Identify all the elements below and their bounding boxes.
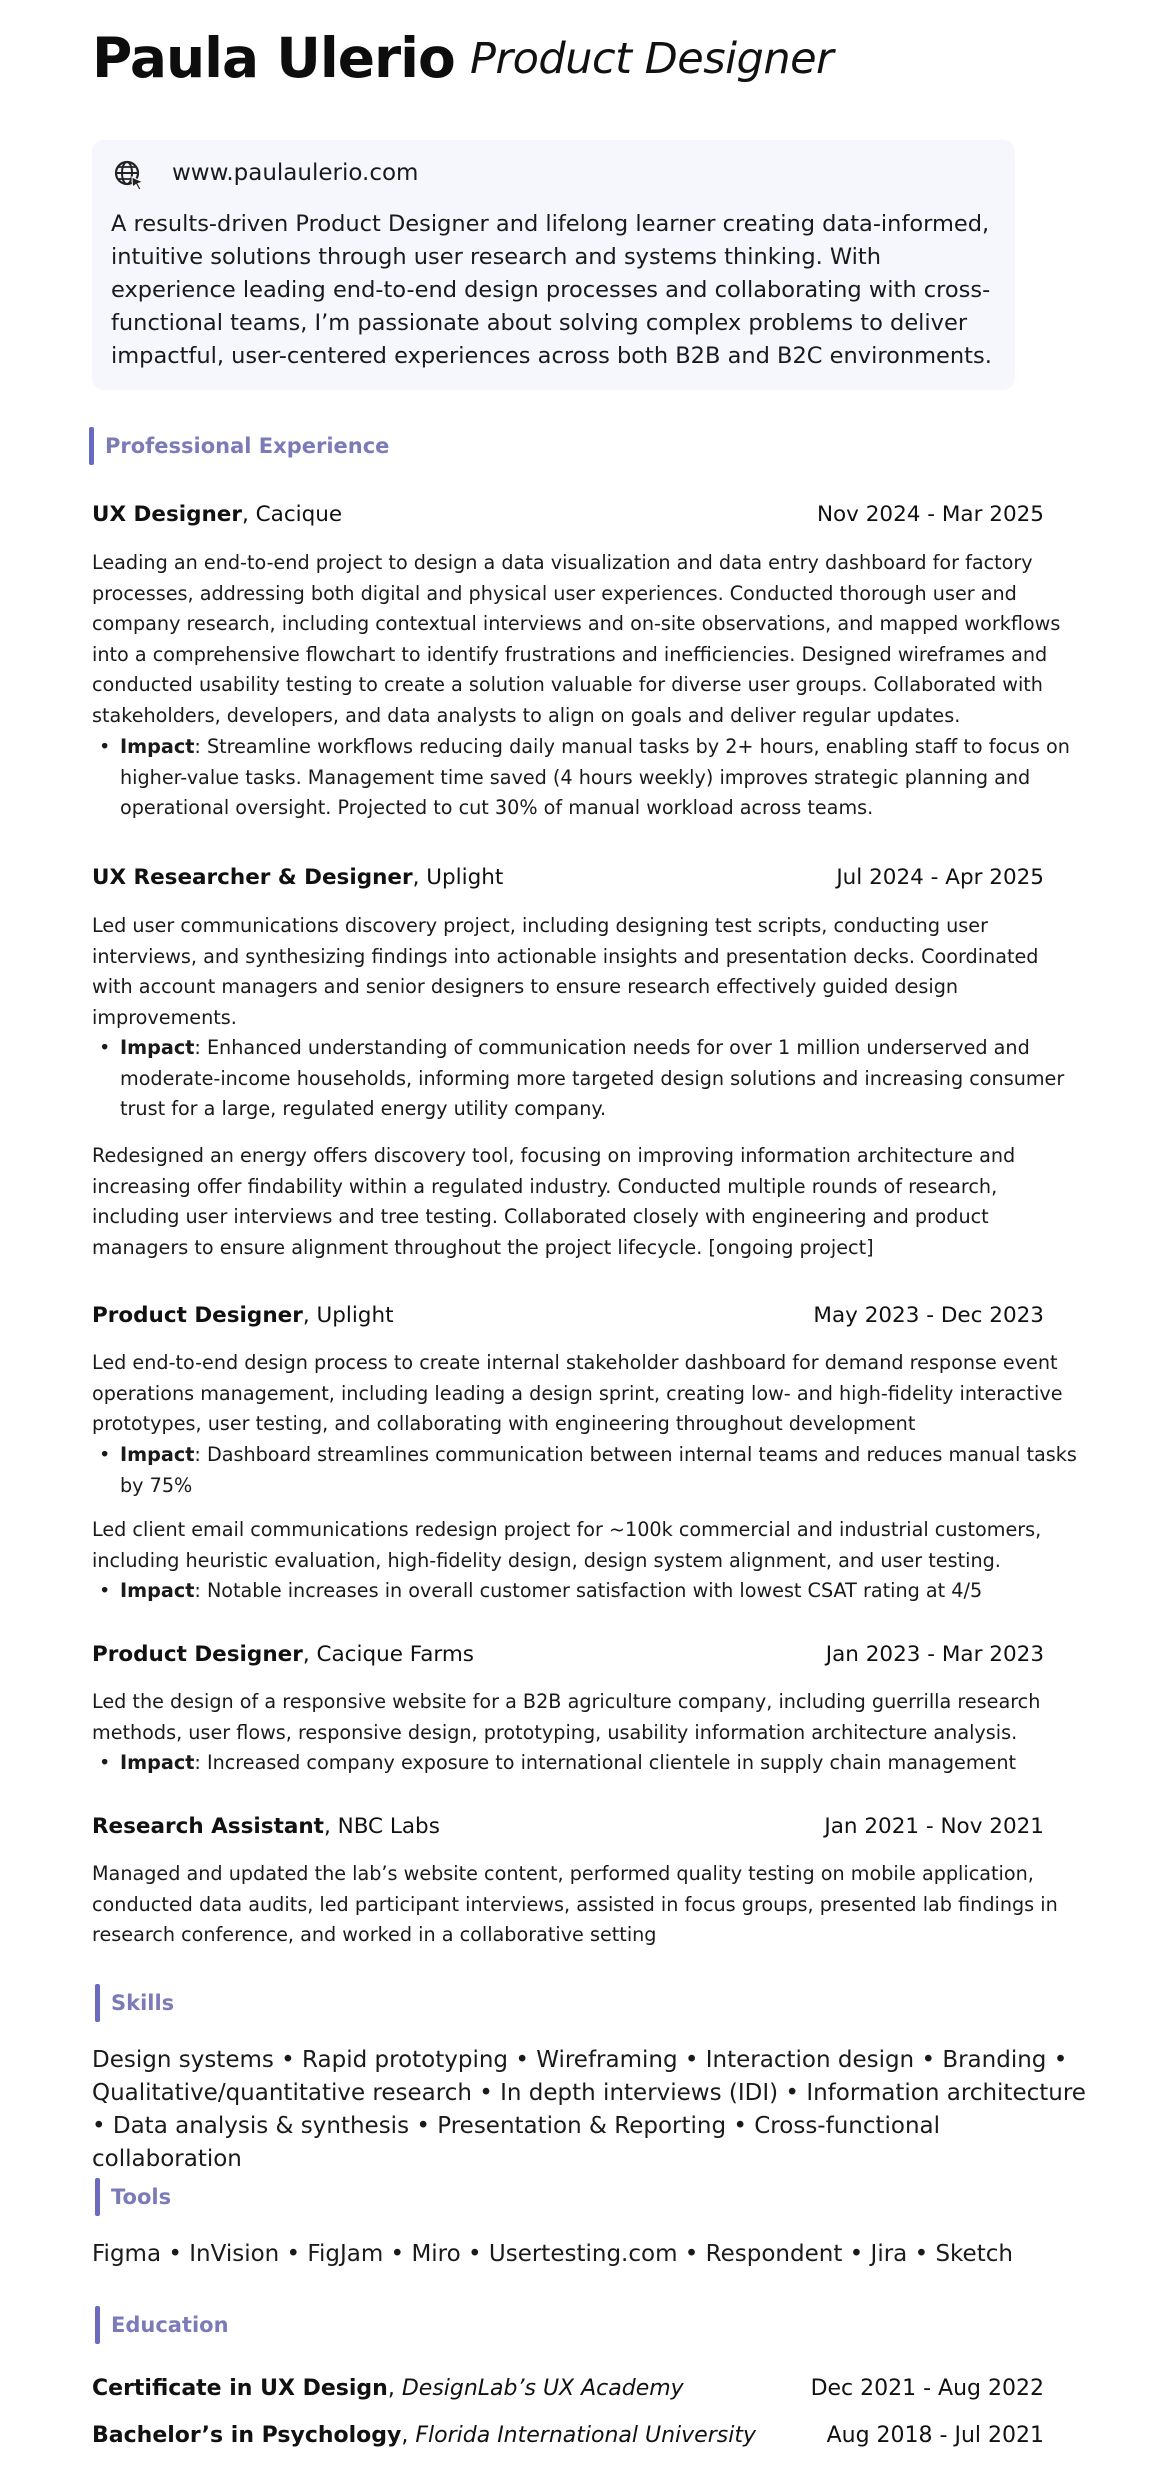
website-link[interactable]: www.paulaulerio.com — [172, 160, 419, 186]
job-description: Led the design of a responsive website for a B2B agriculture company, including guerrilla research methods, user flows, responsive design, prototyping, usability information architecture analysis. — [92, 1690, 1041, 1744]
job-dates: Jan 2021 - Nov 2021 — [824, 1814, 1044, 1839]
job-title: Product Designer, Uplight — [92, 1303, 394, 1328]
job-description: Redesigned an energy offers discovery tool, focusing on improving information architecture and increasing offer findability within a regulated industry. Conducted multiple rounds of research, including user interviews and tree testing. Collaborated closely with engineering and product managers to ensure alignment throughout the project lifecycle. [ongoing project] — [92, 1144, 1016, 1259]
section-heading-tools: Tools — [95, 2181, 171, 2213]
job-description: Managed and updated the lab’s website content, performed quality testing on mobile application, conducted data audits, led participant interviews, assisted in focus groups, presented lab findings in research conference, and worked in a collaborative setting — [92, 1862, 1058, 1947]
job-dates: Nov 2024 - Mar 2025 — [816, 502, 1044, 527]
job-title: UX Designer, Cacique — [92, 502, 343, 527]
globe-icon — [112, 158, 146, 192]
impact-bullet: • Impact: Dashboard streamlines communication between internal teams and reduces manual tasks by 75% — [92, 1440, 1077, 1501]
impact-bullet: • Impact: Streamline workflows reducing daily manual tasks by 2+ hours, enabling staff to focus on higher-value tasks. Management time saved (4 hours weekly) improves strategic planning and operational oversight. Projected to cut 30% of manual workload across teams. — [92, 732, 1077, 824]
education-dates: Aug 2018 - Jul 2021 — [826, 2423, 1044, 2448]
job-description: Led user communications discovery project, including designing test scripts, conducting user interviews, and synthesizing findings into actionable insights and presentation decks. Coordinated with account managers and senior designers to ensure research effectively guided design improvements. — [92, 914, 1039, 1029]
job-dates: Jan 2023 - Mar 2023 — [825, 1642, 1044, 1667]
section-heading-skills: Skills — [95, 1987, 174, 2019]
job-description: Led end-to-end design process to create internal stakeholder dashboard for demand response event operations management, including leading a design sprint, creating low- and high-fidelity interactive prototypes, user testing, and collaborating with engineering throughout development — [92, 1351, 1063, 1436]
impact-bullet: • Impact: Notable increases in overall customer satisfaction with lowest CSAT rating at 4/5 — [92, 1576, 1077, 1607]
skills-list: Design systems • Rapid prototyping • Wireframing • Interaction design • Branding • Qualitative/quantitative research • In depth interviews (IDI) • Information architecture • Data analysis & synthesis • Presentation & Reporting • Cross-functional collaboration — [92, 2047, 1086, 2172]
impact-bullet: • Impact: Enhanced understanding of communication needs for over 1 million underserved and moderate-income households, informing more targeted design solutions and increasing consumer trust for a large, regulated energy utility company. — [92, 1033, 1077, 1125]
job-dates: May 2023 - Dec 2023 — [813, 1303, 1044, 1328]
candidate-role: Product Designer — [470, 34, 834, 84]
job-title: Research Assistant, NBC Labs — [92, 1814, 440, 1839]
job-description: Leading an end-to-end project to design a data visualization and data entry dashboard for factory processes, addressing both digital and physical user experiences. Conducted thorough user and company research, including contextual interviews and on-site observations, and mapped workflows into a comprehensive flowchart to identify frustrations and inefficiencies. Designed wireframes and conducted usability testing to create a solution valuable for diverse user groups. Collaborated with stakeholders, developers, and data analysts to align on goals and deliver regular updates. — [92, 551, 1061, 727]
job-dates: Jul 2024 - Apr 2025 — [836, 865, 1044, 890]
education-entry: Bachelor’s in Psychology, Florida International University — [92, 2423, 756, 2448]
job-title: Product Designer, Cacique Farms — [92, 1642, 474, 1667]
impact-bullet: • Impact: Increased company exposure to international clientele in supply chain management — [92, 1748, 1077, 1779]
summary-text: A results-driven Product Designer and lifelong learner creating data-informed, intuitive solutions through user research and systems thinking. With experience leading end-to-end design processes and collaborating with cross-functional teams, I’m passionate about solving complex problems to deliver impactful, user-centered experiences across both B2B and B2C environments. — [111, 211, 992, 369]
section-heading-experience: Professional Experience — [89, 430, 389, 462]
summary-box — [92, 140, 1015, 390]
section-heading-education: Education — [95, 2309, 229, 2341]
tools-list: Figma • InVision • FigJam • Miro • Usertesting.com • Respondent • Jira • Sketch — [92, 2241, 1013, 2267]
candidate-name: Paula Ulerio — [92, 26, 455, 90]
job-description: Led client email communications redesign project for ~100k commercial and industrial customers, including heuristic evaluation, high-fidelity design, design system alignment, and user testing. — [92, 1518, 1042, 1572]
education-entry: Certificate in UX Design, DesignLab’s UX Academy — [92, 2376, 684, 2401]
job-title: UX Researcher & Designer, Uplight — [92, 865, 504, 890]
education-dates: Dec 2021 - Aug 2022 — [810, 2376, 1044, 2401]
